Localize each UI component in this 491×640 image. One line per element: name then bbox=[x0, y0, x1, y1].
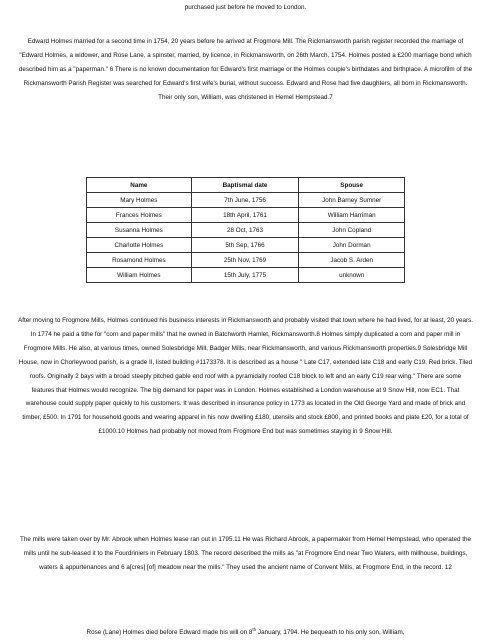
table-row bbox=[87, 208, 405, 223]
table-row bbox=[87, 238, 405, 253]
table-row bbox=[87, 253, 405, 268]
ordinal-superscript: th bbox=[252, 626, 257, 632]
table-cell-name: Frances Holmes bbox=[87, 208, 192, 223]
table-cell-date: 15th July, 1775 bbox=[191, 268, 299, 283]
table-row bbox=[87, 223, 405, 238]
table-row bbox=[87, 268, 405, 283]
paragraph-abrook-lease: The mills were taken over by Mr. Abrook when Holmes lease ran out in 1795.11 He was Richard Abrook, a papermaker from Hemel Hempstead, who operated the mills until he sub-leased it to the Fourdriniers in February 1803. The record described the mills as "at Frogmore End near Two Waters, with millhouse, buildings, waters & appurtenances and 6 a[cres] [of] meadow near the mills." They used the ancient name of Convent Mills, at Frogmore End, in the record. 12 bbox=[19, 536, 472, 571]
column-header-spouse: Spouse bbox=[299, 178, 405, 193]
table-cell-name: Rosamond Holmes bbox=[87, 253, 192, 268]
table-cell-date: 28 Oct, 1763 bbox=[191, 223, 299, 238]
paragraph-rose-death bbox=[18, 626, 473, 640]
table-cell-spouse: Jacob S. Arden bbox=[299, 253, 405, 268]
table-cell-spouse: William Harriman bbox=[299, 208, 405, 223]
table-cell-spouse: unknown bbox=[299, 268, 405, 283]
table-cell-spouse: John Barney Sumner bbox=[299, 193, 405, 208]
table-cell-spouse: John Dorman bbox=[299, 238, 405, 253]
baptism-table bbox=[86, 177, 405, 283]
paragraph-text: January, 1794. He bequeath to his only son, William, bbox=[256, 629, 405, 636]
column-header-name: Name bbox=[87, 178, 192, 193]
table-cell-date: 7th June, 1756 bbox=[191, 193, 299, 208]
paragraph-frogmore-business: After moving to Frogmore Mills, Holmes continued his business interests in Rickmansworth and probably visited that town where he had lived, for at least, 20 years. In 1774 he paid a tithe for "corn and paper mills" that he owned in Batchworth Hamlet, Rickmansworth.8 Holmes simply duplicated a corn and paper mill in Frogmore Mills. He also, at various times, owned Solesbridge Mill, Badger Mills, near Rickmansworth, and various Rickmansworth properties.9 Solesbridge Mill House, now in Chorleywood parish, is a grade II, listed building #1173378. It is described as a house " Late C17, extended late C18 and early C19. Red brick. Tiled roofs. Originally 2 bays with a broad steeply pitched gable end roof with a pyramidally roofed C18 block to left and an early C19 rear wing." There are some features that Holmes would recognize. The big demand for paper was in London. Holmes established a London warehouse at 9 Snow Hill, now EC1. That warehouse could supply paper quickly to his customers. It was described in insurance policy in 1773 as located in the Old George Yard and made of brick and timber, £500. In 1791 for household goods and wearing apparel in his now dwelling £180, utensils and stock £800, and printed books and plate £20, for a total of £1000.10 Holmes had probably not moved from Frogmore End but was sometimes staying in 9 Snow Hill. bbox=[18, 317, 473, 436]
table-cell-name: Susanna Holmes bbox=[87, 223, 192, 238]
column-header-baptismal-date: Baptismal date bbox=[191, 178, 299, 193]
table-row bbox=[87, 193, 405, 208]
table-cell-name: Mary Holmes bbox=[87, 193, 192, 208]
table-cell-date: 25th Nov, 1769 bbox=[191, 253, 299, 268]
table-cell-date: 5th Sep, 1766 bbox=[191, 238, 299, 253]
paragraph-text: Rose (Lane) Holmes died before Edward made his will on 8 bbox=[86, 629, 253, 636]
paragraph-continuation: purchased just before he moved to London. bbox=[184, 4, 307, 11]
table-cell-spouse: John Copland bbox=[299, 223, 405, 238]
paragraph-second-marriage: Edward Holmes married for a second time in 1754, 20 years before he arrived at Frogmore Mill. The Rickmansworth parish register recorded the marriage of "Edward Holmes, a widower, and Rose Lane, a spinster, married, by licence, in Rickmansworth, on 26th March, 1754. Holmes posted a £200 marriage bond which described him as a "paperman." 6 There is no known documentation for Edward's first marriage or the Holmes couple's birthdates and birthplace. A microfilm of the Rickmansworth Parish Register was searched for Edward's first wife's burial, without success. Edward and Rose had five daughters, all born in Rickmansworth. Their only son, William, was christened in Hemel Hempstead.7 bbox=[18, 38, 473, 101]
table-cell-name: William Holmes bbox=[87, 268, 192, 283]
table-header-row bbox=[87, 178, 405, 193]
table-cell-date: 18th April, 1761 bbox=[191, 208, 299, 223]
table-cell-name: Charlotte Holmes bbox=[87, 238, 192, 253]
